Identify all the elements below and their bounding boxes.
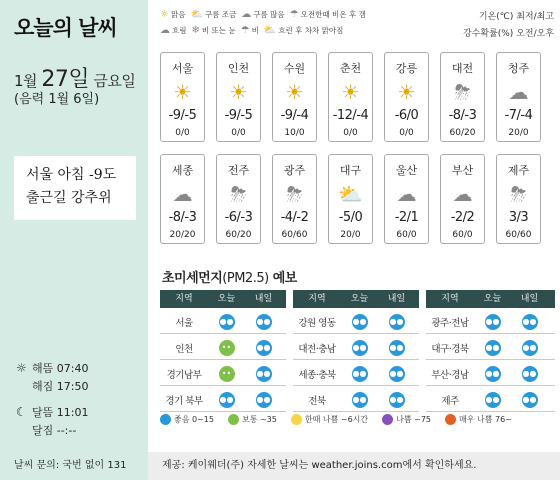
pm-header-today: 오늘: [350, 294, 369, 304]
sun-icon: ☀: [397, 80, 416, 104]
units-legend: [463, 9, 554, 43]
sunrise: [16, 360, 88, 376]
forecast-temp: -12/-4: [332, 108, 369, 123]
cloud-clearing-icon: ⛅: [263, 25, 277, 36]
legend-item: ☁ 흐림: [160, 25, 187, 36]
rain-snow-icon: ⛈: [454, 80, 471, 104]
moon-icon: ☾: [16, 405, 27, 419]
rain-icon: ☂: [240, 25, 250, 36]
pm-header-tomorrow: 내일: [520, 294, 539, 304]
pm-normal-icon: ••: [219, 366, 235, 382]
sun-icon: ☀: [173, 80, 192, 104]
pm-good-icon: ●●: [522, 340, 538, 356]
sunset: [16, 378, 88, 394]
pm-region: 부산·경남: [431, 369, 469, 381]
pm-table-header: [160, 290, 286, 308]
forecast-temp: -6/0: [394, 108, 419, 123]
forecast-city: 부산: [451, 164, 474, 177]
cloud-icon: ☁: [172, 182, 193, 206]
overcast-icon: ☁: [160, 25, 170, 36]
forecast-prec: 60/0: [452, 230, 473, 240]
sun-icon: ☼: [160, 9, 169, 20]
pm-title-main: 초미세먼지: [162, 271, 223, 286]
forecast-prec: 0/0: [399, 128, 414, 138]
pm-table-row: [293, 310, 419, 334]
pm-header-region: 지역: [175, 294, 193, 304]
forecast-card: [440, 154, 485, 244]
headline-line-1: 서울 아침 -9도: [26, 167, 117, 183]
forecast-city: 춘천: [339, 62, 362, 75]
cloud-rain-morning-icon: ☂: [289, 9, 299, 20]
pm-good-icon: ●●: [485, 314, 501, 330]
pm-table-row: [426, 336, 555, 360]
pm-table-row: [160, 310, 286, 334]
forecast-prec: 0/0: [231, 128, 246, 138]
moonset-text: 달짐 --:--: [32, 424, 77, 437]
legend-item: ⛅ 흐린 후 차차 맑아짐: [263, 25, 344, 36]
pm-good-icon: ●●: [256, 340, 272, 356]
date-weekday: 금요일: [93, 72, 136, 90]
pm-good-icon: ●●: [219, 392, 235, 408]
pm-good-icon: ●●: [522, 314, 538, 330]
forecast-card: [160, 52, 205, 142]
forecast-card: [216, 154, 261, 244]
legend-item: ☁ 구름 많음: [241, 9, 285, 20]
sun-icon: ☀: [341, 80, 360, 104]
sunrise-text: 해뜸 07:40: [32, 362, 89, 375]
pm-legend-item: 좋음 0~15: [160, 414, 214, 425]
moonrise-text: 달뜸 11:01: [32, 406, 89, 419]
pm-good-icon: ●●: [389, 314, 405, 330]
pm-table-row: [426, 362, 555, 386]
forecast-prec: 0/0: [175, 128, 190, 138]
forecast-card: [496, 52, 541, 142]
pm-level-icon: [160, 414, 171, 425]
forecast-card: [440, 52, 485, 142]
pm-level-icon: [228, 414, 239, 425]
forecast-card: [272, 154, 317, 244]
forecast-card: [216, 52, 261, 142]
sun-icon: ☼: [16, 361, 27, 375]
temp-unit: 기온(℃) 최저/최고: [478, 12, 554, 22]
cloud-icon: ☁: [508, 80, 529, 104]
legend-item: ☼ 맑음: [160, 9, 186, 20]
forecast-card: [496, 154, 541, 244]
pm-region: 경기남부: [166, 369, 202, 381]
pm-good-icon: ●●: [485, 392, 501, 408]
rain-snow-icon: ⛈: [510, 182, 527, 206]
forecast-temp: 3/3: [508, 210, 529, 225]
headline-note: [14, 156, 136, 220]
pm-good-icon: ●●: [219, 314, 235, 330]
pm-table-row: [426, 388, 555, 412]
pm-good-icon: ●●: [256, 392, 272, 408]
date-month: 1월: [14, 72, 38, 90]
pm-legend-item: 한때 나쁨 ~6시간: [291, 414, 368, 425]
forecast-prec: 10/0: [284, 128, 305, 138]
rain-snow-icon: ⛈: [286, 182, 303, 206]
forecast-city: 제주: [507, 164, 530, 177]
pm-region: 강원 영동: [298, 317, 336, 329]
forecast-prec: 20/0: [340, 230, 361, 240]
pm-level-icon: [291, 414, 302, 425]
pm-good-icon: ●●: [256, 314, 272, 330]
footer: 제공: 케이웨더(주) 자세한 날씨는 weather.joins.com에서 확인하세요.: [148, 452, 560, 480]
headline-line-2: 출근길 강추위: [26, 190, 112, 206]
pm-legend: [160, 414, 526, 425]
sun-icon: ☀: [285, 80, 304, 104]
pm-region: 대구·경북: [431, 343, 469, 355]
pm-table-row: [426, 310, 555, 334]
forecast-city: 전주: [227, 164, 250, 177]
forecast-city: 서울: [171, 62, 194, 75]
legend-item: ⛅ 구름 조금: [190, 9, 237, 20]
pm-table-row: [160, 388, 286, 412]
pm-good-icon: ●●: [389, 392, 405, 408]
pm-legend-item: 매우 나쁨 76~: [445, 414, 512, 425]
pm-good-icon: ●●: [389, 340, 405, 356]
pm-good-icon: ●●: [522, 366, 538, 382]
forecast-city: 수원: [283, 62, 306, 75]
forecast-temp: -2/2: [450, 210, 475, 225]
forecast-prec: 20/0: [508, 128, 529, 138]
lunar-date: (음력 1월 6일): [14, 92, 100, 107]
forecast-temp: -9/-5: [168, 108, 197, 123]
inquiry-info: 날씨 문의: 국번 없이 131: [14, 460, 127, 471]
forecast-prec: 60/60: [505, 230, 532, 240]
pm-table-row: [293, 388, 419, 412]
pm-good-icon: ●●: [352, 366, 368, 382]
forecast-prec: 60/20: [225, 230, 252, 240]
forecast-city: 청주: [507, 62, 530, 75]
forecast-card: [384, 52, 429, 142]
cloud-rain-morning-icon: ☁: [452, 182, 473, 206]
forecast-card: [384, 154, 429, 244]
forecast-card: [328, 52, 373, 142]
pm-table-row: [293, 362, 419, 386]
pm-good-icon: ●●: [352, 392, 368, 408]
prec-unit: 강수확률(%) 오전/오후: [462, 29, 554, 39]
pm-normal-icon: ••: [219, 340, 235, 356]
pm-level-icon: [445, 414, 456, 425]
partly-cloudy-icon: ⛅: [190, 9, 203, 20]
forecast-city: 대전: [451, 62, 474, 75]
pm-region: 전북: [308, 395, 326, 407]
left-panel: [0, 0, 148, 480]
pm-good-icon: ●●: [256, 366, 272, 382]
legend-item: ☂ 오전한때 비온 후 갬: [289, 9, 366, 20]
pm-legend-item: 보통 ~35: [228, 414, 277, 425]
pm-region: 서울: [175, 317, 193, 329]
forecast-temp: -6/-3: [224, 210, 253, 225]
forecast-city: 강릉: [395, 62, 418, 75]
pm-region: 광주·전남: [431, 317, 469, 329]
pm-title-sub: (PM2.5): [222, 271, 269, 286]
pm-region: 대전·충남: [298, 343, 336, 355]
page-title: 오늘의 날씨: [14, 16, 117, 40]
forecast-temp: -4/-2: [280, 210, 309, 225]
pm-good-icon: ●●: [352, 340, 368, 356]
forecast-prec: 60/20: [449, 128, 476, 138]
forecast-temp: -9/-4: [280, 108, 309, 123]
forecast-temp: -5/0: [338, 210, 363, 225]
pm-header-today: 오늘: [217, 294, 236, 304]
pm-table-row: [160, 336, 286, 360]
pm-level-icon: [382, 414, 393, 425]
partly-cloudy-icon: ⛅: [338, 182, 363, 206]
forecast-city: 인천: [227, 62, 250, 75]
pm-good-icon: ●●: [522, 392, 538, 408]
forecast-prec: 0/0: [343, 128, 358, 138]
pm-legend-item: 나쁨 ~75: [382, 414, 431, 425]
pm-header-region: 지역: [441, 294, 459, 304]
pm-region: 세종·충북: [298, 369, 336, 381]
pm-header-tomorrow: 내일: [254, 294, 273, 304]
pm-good-icon: ●●: [485, 366, 501, 382]
pm-good-icon: ●●: [352, 314, 368, 330]
forecast-temp: -7/-4: [504, 108, 533, 123]
forecast-prec: 60/0: [396, 230, 417, 240]
pm-table-row: [293, 336, 419, 360]
rain-snow-icon: ⛈: [230, 182, 247, 206]
pm-region: 경기 북부: [165, 395, 203, 407]
forecast-temp: -8/-3: [168, 210, 197, 225]
pm-header-tomorrow: 내일: [387, 294, 406, 304]
cloud-icon: ☁: [241, 9, 252, 20]
cloud-rain-morning-icon: ☁: [396, 182, 417, 206]
date-day: 27일: [41, 67, 90, 92]
pm-table-row: [160, 362, 286, 386]
pm-good-icon: ●●: [389, 366, 405, 382]
pm-table-header: [293, 290, 419, 308]
forecast-card: [328, 154, 373, 244]
weather-legend: [160, 9, 440, 41]
moonrise: [16, 404, 88, 420]
pm-header-region: 지역: [308, 294, 326, 304]
forecast-city: 울산: [395, 164, 418, 177]
forecast-city: 광주: [283, 164, 306, 177]
rain-snow-icon: ❄: [191, 25, 200, 36]
pm-good-icon: ●●: [485, 340, 501, 356]
pm-title-suffix: 예보: [272, 271, 297, 286]
forecast-prec: 60/60: [281, 230, 308, 240]
forecast-card: [272, 52, 317, 142]
legend-item: ☂ 비: [240, 25, 259, 36]
forecast-temp: -2/1: [394, 210, 419, 225]
forecast-city: 세종: [171, 164, 194, 177]
pm-header-today: 오늘: [483, 294, 502, 304]
forecast-temp: -9/-5: [224, 108, 253, 123]
pm-region: 제주: [441, 395, 459, 407]
pm-table-header: [426, 290, 555, 308]
legend-item: ❄ 비 또는 눈: [191, 25, 236, 36]
forecast-temp: -8/-3: [448, 108, 477, 123]
forecast-prec: 20/20: [169, 230, 196, 240]
pm-region: 인천: [175, 343, 193, 355]
pm-title: [162, 267, 297, 286]
sunset-text: 해짐 17:50: [32, 380, 89, 393]
forecast-card: [160, 154, 205, 244]
moonset: [16, 422, 76, 438]
forecast-city: 대구: [339, 164, 362, 177]
sun-icon: ☀: [229, 80, 248, 104]
